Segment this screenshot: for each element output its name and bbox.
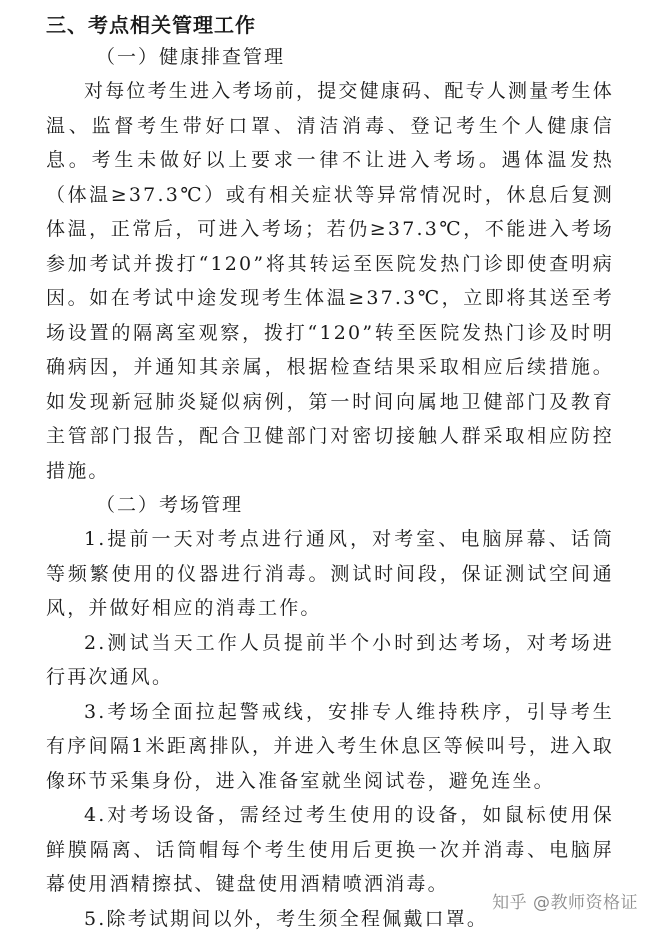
exam-room-item-4: 4.对考场设备，需经过考生使用的设备，如鼠标使用保鲜膜隔离、话筒帽每个考生使用后更换一次并消毒、电脑屏幕使用酒精擦拭、键盘使用酒精喷洒消毒。	[46, 798, 614, 902]
exam-room-item-5: 5.除考试期间以外，考生须全程佩戴口罩。	[46, 902, 614, 936]
health-screening-heading: （一）健康排查管理	[46, 42, 614, 72]
exam-room-item-1: 1.提前一天对考点进行通风，对考室、电脑屏幕、话筒等频繁使用的仪器进行消毒。测试时间段，保证测试空间通风，并做好相应的消毒工作。	[46, 522, 614, 626]
exam-room-item-3: 3.考场全面拉起警戒线，安排专人维持秩序，引导考生有序间隔1米距离排队，并进入考生休息区等候叫号，进入取像环节采集身份，进入准备室就坐阅试卷，避免连坐。	[46, 695, 614, 799]
section-title: 三、考点相关管理工作	[46, 10, 614, 40]
exam-room-heading: （二）考场管理	[46, 490, 614, 520]
zhihu-watermark: 知乎 @教师资格证	[492, 888, 638, 913]
health-screening-paragraph: 对每位考生进入考场前，提交健康码、配专人测量考生体温、监督考生带好口罩、清洁消毒、登记考生个人健康信息。考生未做好以上要求一律不让进入考场。遇体温发热（体温≥37.3℃）或有相关症状等异常情况时，休息后复测体温，正常后，可进入考场；若仍≥37.3℃，不能进入考场参加考试并拨打“120”将其转运至医院发热门诊即使查明病因。如在考试中途发现考生体温≥37.3℃，立即将其送至考场设置的隔离室观察，拨打“120”转至医院发热门诊及时明确病因，并通知其亲属，根据检查结果采取相应后续措施。如发现新冠肺炎疑似病例，第一时间向属地卫健部门及教育主管部门报告，配合卫健部门对密切接触人群采取相应防控措施。	[46, 74, 614, 488]
exam-room-item-2: 2.测试当天工作人员提前半个小时到达考场，对考场进行再次通风。	[46, 626, 614, 695]
